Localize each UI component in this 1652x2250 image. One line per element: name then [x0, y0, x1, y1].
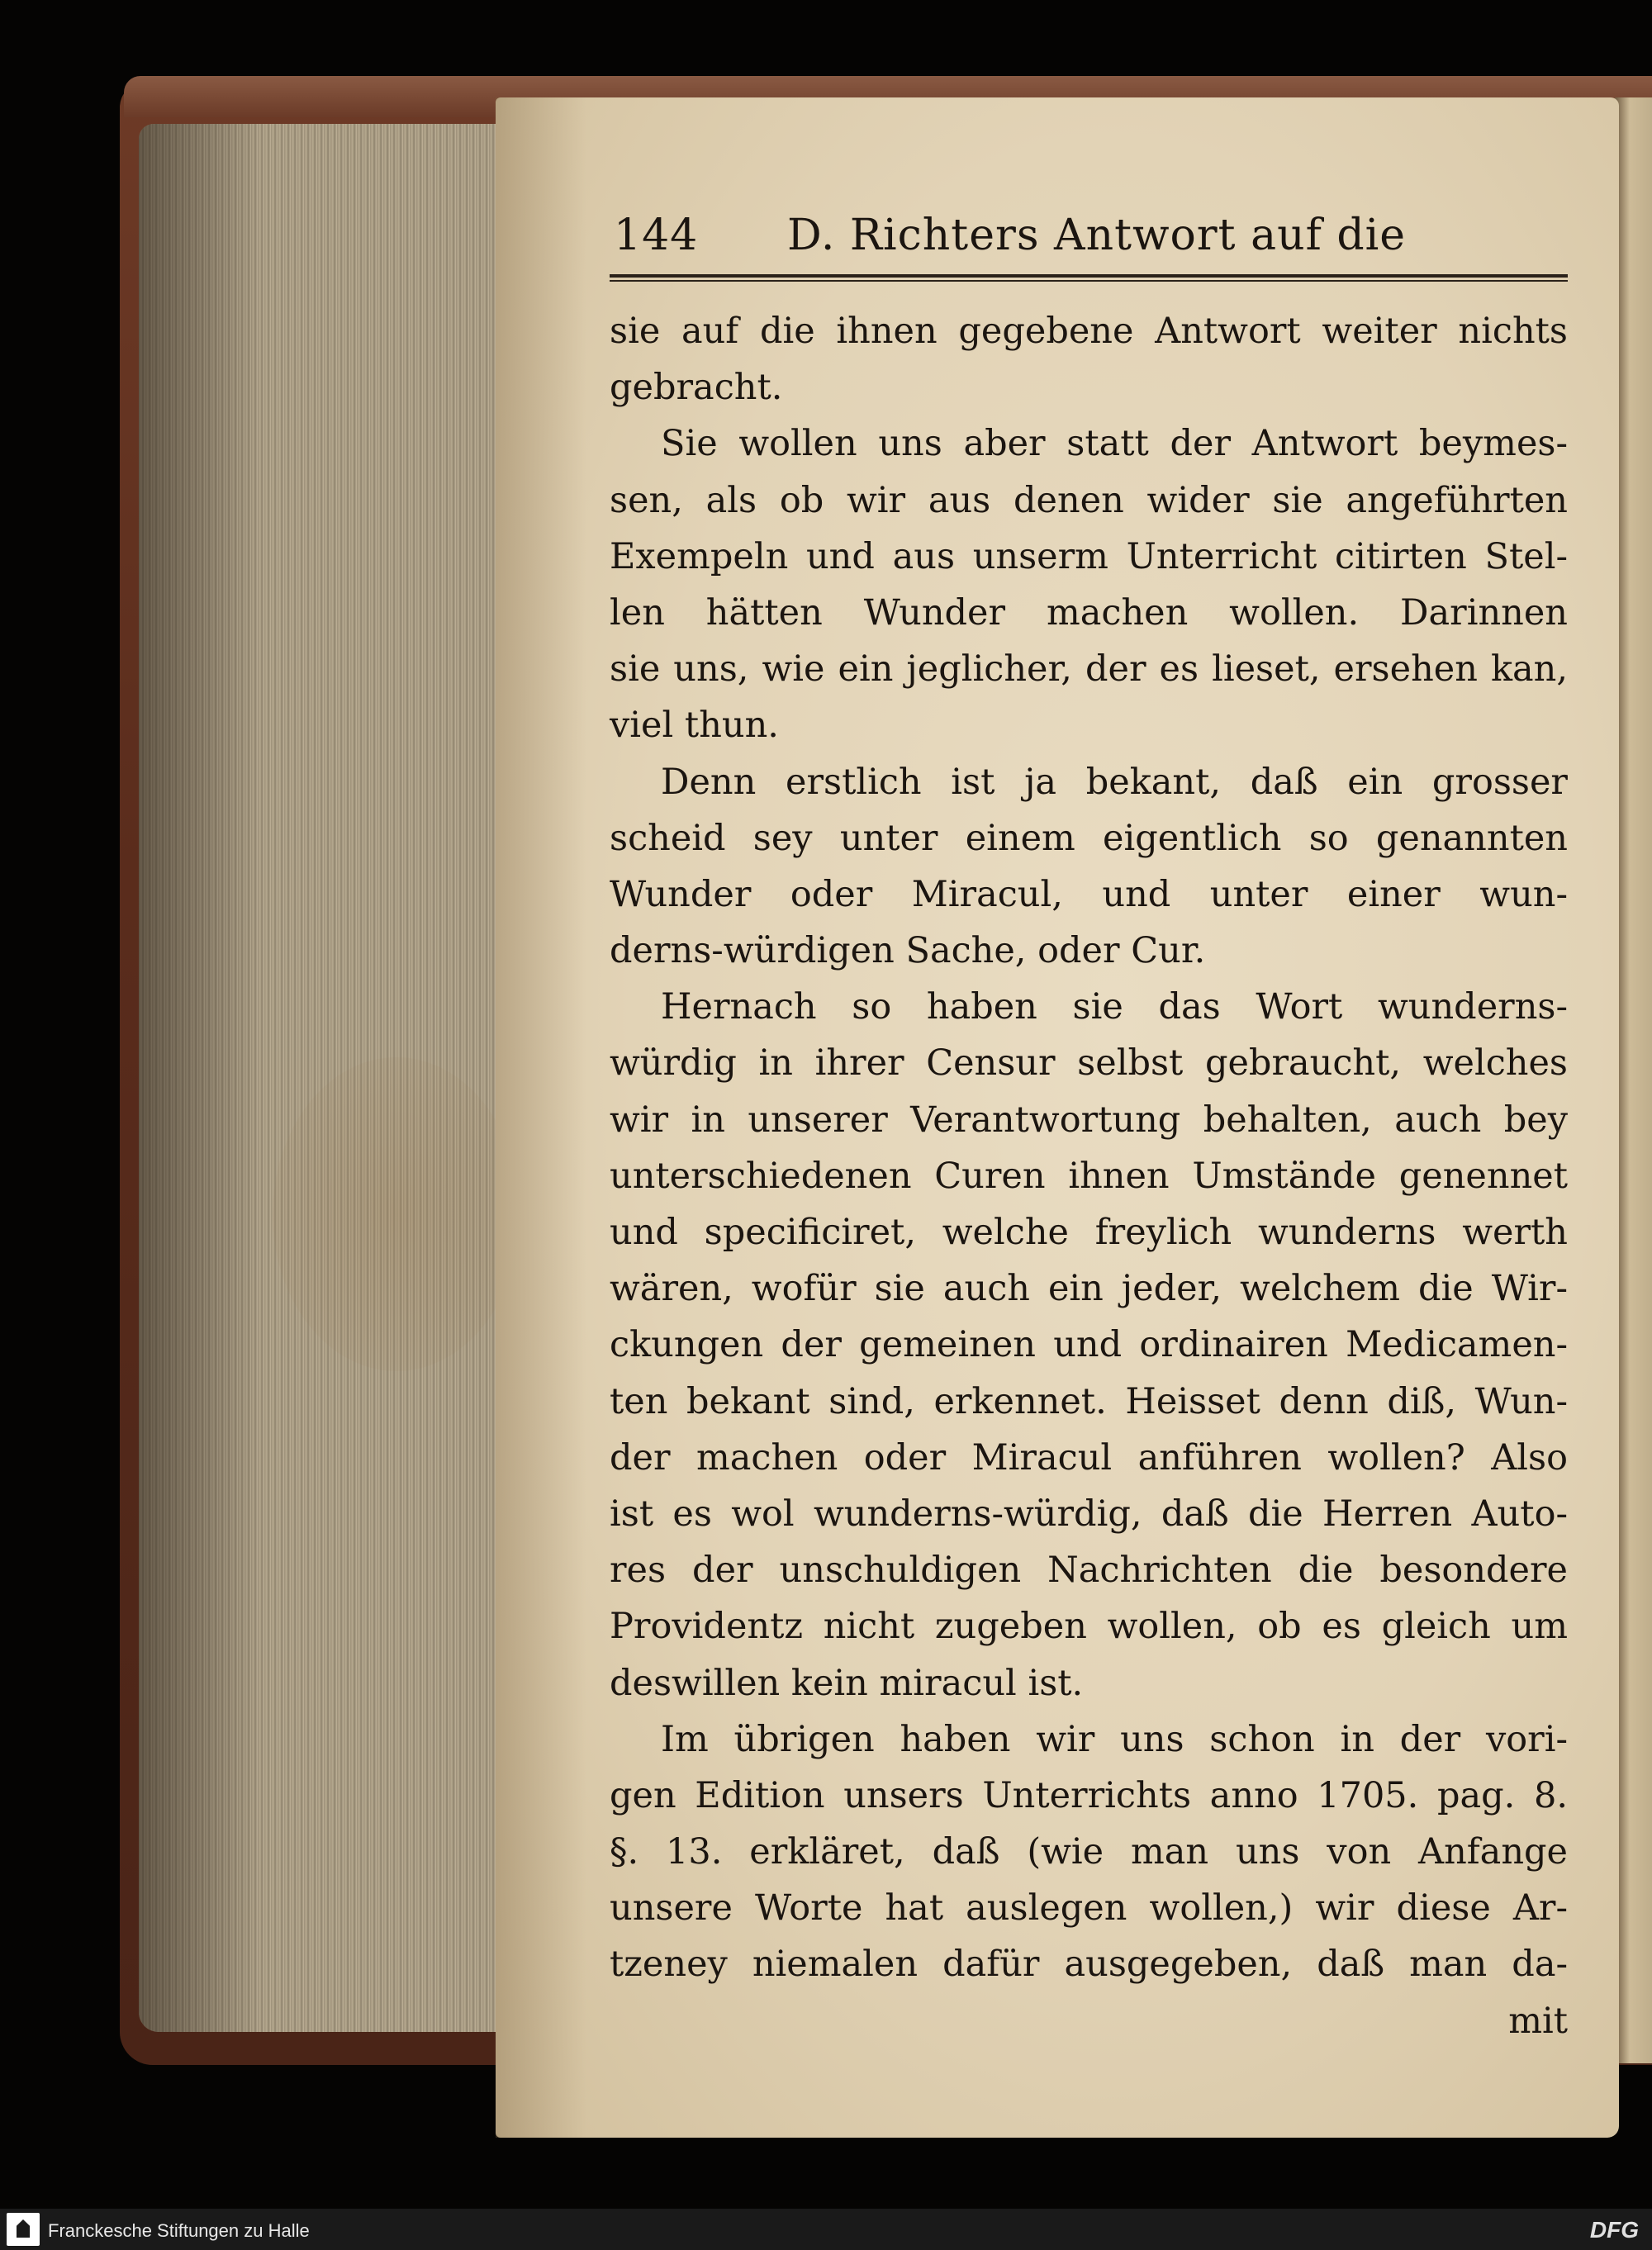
text-line: sen, als ob wir aus denen wider sie angeführten [610, 479, 1568, 521]
dfg-logo: DFG [1589, 2217, 1639, 2243]
text-line: sie auf die ihnen gegebene Antwort weiter nichts [610, 311, 1568, 352]
text-line: ckungen der gemeinen und ordinairen Medicamen- [610, 1324, 1568, 1366]
running-title: D. Richters Antwort auf die [787, 211, 1407, 260]
text-line: Denn erstlich ist ja bekant, daß ein grosser [661, 761, 1568, 803]
text-line: Hernach so haben sie das Wort wunderns- [661, 986, 1568, 1028]
text-line: viel thun. [610, 705, 779, 747]
page-stain [273, 1057, 520, 1371]
page-header [610, 194, 1584, 265]
text-line: wären, wofür sie auch ein jeder, welchem die Wir- [610, 1268, 1568, 1310]
text-line: ist es wol wunderns-würdig, daß die Herren Auto- [610, 1493, 1568, 1535]
text-line: würdig in ihrer Censur selbst gebraucht, welches [610, 1042, 1568, 1085]
body-text [610, 303, 1568, 2049]
text-line: unsere Worte hat auslegen wollen,) wir diese Ar- [610, 1887, 1568, 1930]
institution-logo-icon [7, 2213, 40, 2246]
text-line: gen Edition unsers Unterrichts anno 1705. pag. 8. [610, 1774, 1568, 1816]
institution-name: Franckesche Stiftungen zu Halle [48, 2220, 310, 2241]
text-line: res der unschuldigen Nachrichten die besondere [610, 1550, 1568, 1592]
text-line: ten bekant sind, erkennet. Heisset denn diß, Wun- [610, 1380, 1568, 1422]
text-line: der machen oder Miracul anführen wollen? Also [610, 1436, 1568, 1479]
text-line: und specificiret, welche freylich wunderns werth [610, 1212, 1568, 1253]
page-stack-shadow [139, 124, 263, 2032]
text-line: unterschiedenen Curen ihnen Umstände genennet [610, 1155, 1568, 1197]
text-line: len hätten Wunder machen wollen. Darinnen [610, 591, 1568, 634]
text-line: tzeney niemalen dafür ausgegeben, daß man da- [610, 1944, 1568, 1986]
facing-page-edge [1615, 97, 1652, 2063]
text-line: §. 13. erkläret, daß (wie man uns von Anfange [610, 1831, 1568, 1873]
text-line: Exempeln und aus unserm Unterricht citirten Stel- [610, 535, 1568, 577]
text-line: scheid sey unter einem eigentlich so genannten [610, 817, 1568, 859]
catchword: mit [1508, 2000, 1568, 2042]
page-text-block [610, 194, 1584, 2042]
text-line: derns-würdigen Sache, oder Cur. [610, 930, 1206, 972]
text-line: gebracht. [610, 367, 783, 409]
text-line: wir in unserer Verantwortung behalten, auch bey [610, 1099, 1568, 1141]
text-line: Im übrigen haben wir uns schon in der vori- [661, 1718, 1568, 1760]
header-rule [610, 274, 1568, 282]
text-line: Providentz nicht zugeben wollen, ob es gleich um [610, 1606, 1568, 1648]
text-line: sie uns, wie ein jeglicher, der es lieset, ersehen kan, [610, 648, 1568, 691]
page-number: 144 [614, 211, 699, 260]
gutter-shade [496, 97, 586, 2138]
viewer-footer [0, 2209, 1652, 2250]
text-line: Sie wollen uns aber statt der Antwort beymes- [661, 423, 1568, 465]
text-line: Wunder oder Miracul, und unter einer wun- [610, 873, 1568, 915]
text-line: deswillen kein miracul ist. [610, 1662, 1084, 1704]
